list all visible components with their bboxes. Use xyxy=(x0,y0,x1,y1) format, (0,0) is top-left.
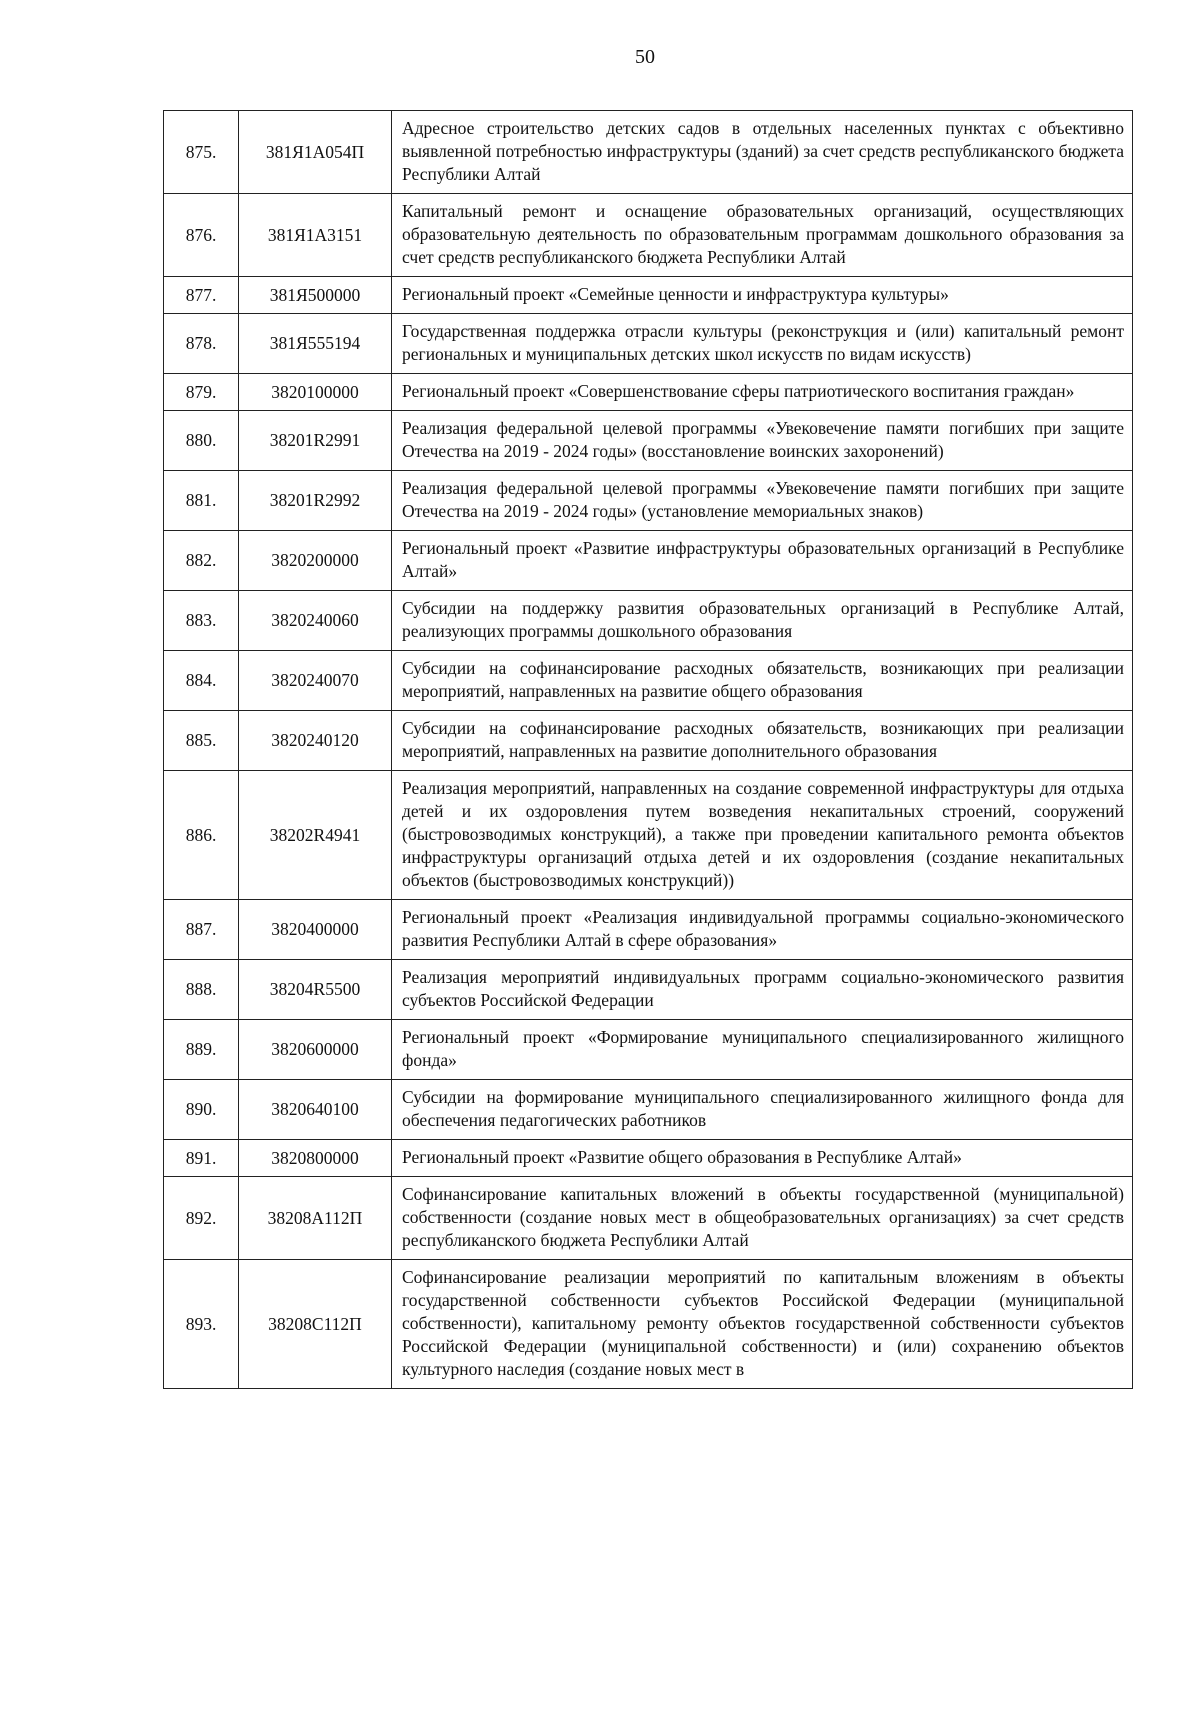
row-number: 878. xyxy=(164,314,239,374)
row-description: Региональный проект «Развитие общего образования в Республике Алтай» xyxy=(392,1140,1133,1177)
row-code: 38202R4941 xyxy=(239,771,392,900)
row-number: 880. xyxy=(164,411,239,471)
row-description: Субсидии на софинансирование расходных обязательств, возникающих при реализации мероприятий, направленных на развитие дополнительного образования xyxy=(392,711,1133,771)
row-code: 38201R2991 xyxy=(239,411,392,471)
row-description: Софинансирование реализации мероприятий по капитальным вложениям в объекты государственной собственности субъектов Российской Федерации (муниципальной собственности), капитальному ремонту объектов государственной собственности субъектов Российской Федерации (муниципальной собственности) и (или) сохранению объектов культурного наследия (создание новых мест в xyxy=(392,1260,1133,1389)
row-description: Адресное строительство детских садов в отдельных населенных пунктах с объективно выявленной потребностью инфраструктуры (зданий) за счет средств республиканского бюджета Республики Алтай xyxy=(392,111,1133,194)
row-description: Капитальный ремонт и оснащение образовательных организаций, осуществляющих образовательную деятельность по образовательным программам дошкольного образования за счет средств республиканского бюджета Республики Алтай xyxy=(392,194,1133,277)
row-number: 893. xyxy=(164,1260,239,1389)
row-code: 381Я500000 xyxy=(239,277,392,314)
row-number: 885. xyxy=(164,711,239,771)
row-number: 888. xyxy=(164,960,239,1020)
row-code: 3820100000 xyxy=(239,374,392,411)
row-description: Региональный проект «Семейные ценности и инфраструктура культуры» xyxy=(392,277,1133,314)
row-code: 381Я1А054П xyxy=(239,111,392,194)
budget-codes-table xyxy=(163,110,1133,1389)
row-number: 875. xyxy=(164,111,239,194)
row-description: Реализация мероприятий индивидуальных программ социально-экономического развития субъектов Российской Федерации xyxy=(392,960,1133,1020)
table-row xyxy=(164,1140,1133,1177)
table-row xyxy=(164,1020,1133,1080)
table-body xyxy=(164,111,1133,1389)
row-number: 879. xyxy=(164,374,239,411)
row-code: 3820800000 xyxy=(239,1140,392,1177)
row-number: 877. xyxy=(164,277,239,314)
table-row xyxy=(164,771,1133,900)
row-description: Субсидии на формирование муниципального специализированного жилищного фонда для обеспечения педагогических работников xyxy=(392,1080,1133,1140)
table-row xyxy=(164,277,1133,314)
row-code: 3820240120 xyxy=(239,711,392,771)
row-number: 882. xyxy=(164,531,239,591)
row-description: Региональный проект «Реализация индивидуальной программы социально-экономического развития Республики Алтай в сфере образования» xyxy=(392,900,1133,960)
table-row xyxy=(164,374,1133,411)
table-row xyxy=(164,591,1133,651)
row-code: 38204R5500 xyxy=(239,960,392,1020)
row-description: Региональный проект «Совершенствование сферы патриотического воспитания граждан» xyxy=(392,374,1133,411)
row-code: 3820400000 xyxy=(239,900,392,960)
row-description: Региональный проект «Формирование муниципального специализированного жилищного фонда» xyxy=(392,1020,1133,1080)
row-code: 38201R2992 xyxy=(239,471,392,531)
table-row xyxy=(164,1080,1133,1140)
row-number: 887. xyxy=(164,900,239,960)
row-code: 38208А112П xyxy=(239,1177,392,1260)
row-code: 3820240070 xyxy=(239,651,392,711)
row-code: 3820640100 xyxy=(239,1080,392,1140)
row-number: 883. xyxy=(164,591,239,651)
row-description: Государственная поддержка отрасли культуры (реконструкция и (или) капитальный ремонт региональных и муниципальных детских школ искусств по видам искусств) xyxy=(392,314,1133,374)
row-description: Субсидии на поддержку развития образовательных организаций в Республике Алтай, реализующих программы дошкольного образования xyxy=(392,591,1133,651)
row-number: 884. xyxy=(164,651,239,711)
row-number: 876. xyxy=(164,194,239,277)
table-row xyxy=(164,651,1133,711)
row-code: 3820600000 xyxy=(239,1020,392,1080)
row-code: 3820200000 xyxy=(239,531,392,591)
table-row xyxy=(164,531,1133,591)
row-number: 892. xyxy=(164,1177,239,1260)
row-code: 381Я1А3151 xyxy=(239,194,392,277)
row-number: 881. xyxy=(164,471,239,531)
row-number: 891. xyxy=(164,1140,239,1177)
table-row xyxy=(164,111,1133,194)
row-description: Субсидии на софинансирование расходных обязательств, возникающих при реализации мероприятий, направленных на развитие общего образования xyxy=(392,651,1133,711)
row-description: Реализация федеральной целевой программы «Увековечение памяти погибших при защите Отечества на 2019 - 2024 годы» (восстановление воинских захоронений) xyxy=(392,411,1133,471)
table-row xyxy=(164,711,1133,771)
table-row xyxy=(164,411,1133,471)
table-row xyxy=(164,960,1133,1020)
table-row xyxy=(164,314,1133,374)
page-number: 50 xyxy=(635,46,655,68)
row-code: 38208С112П xyxy=(239,1260,392,1389)
row-number: 889. xyxy=(164,1020,239,1080)
table-row xyxy=(164,900,1133,960)
table-row xyxy=(164,471,1133,531)
table-row xyxy=(164,194,1133,277)
table-row xyxy=(164,1177,1133,1260)
row-code: 381Я555194 xyxy=(239,314,392,374)
row-number: 890. xyxy=(164,1080,239,1140)
row-description: Реализация мероприятий, направленных на создание современной инфраструктуры для отдыха детей и их оздоровления путем возведения некапитальных строений, сооружений (быстровозводимых конструкций), а также при проведении капитального ремонта объектов инфраструктуры организаций отдыха детей и их оздоровления (создание некапитальных объектов (быстровозводимых конструкций)) xyxy=(392,771,1133,900)
row-description: Реализация федеральной целевой программы «Увековечение памяти погибших при защите Отечества на 2019 - 2024 годы» (установление мемориальных знаков) xyxy=(392,471,1133,531)
row-description: Региональный проект «Развитие инфраструктуры образовательных организаций в Республике Алтай» xyxy=(392,531,1133,591)
table-row xyxy=(164,1260,1133,1389)
row-code: 3820240060 xyxy=(239,591,392,651)
row-number: 886. xyxy=(164,771,239,900)
row-description: Софинансирование капитальных вложений в объекты государственной (муниципальной) собственности (создание новых мест в общеобразовательных организациях) за счет средств республиканского бюджета Республики Алтай xyxy=(392,1177,1133,1260)
